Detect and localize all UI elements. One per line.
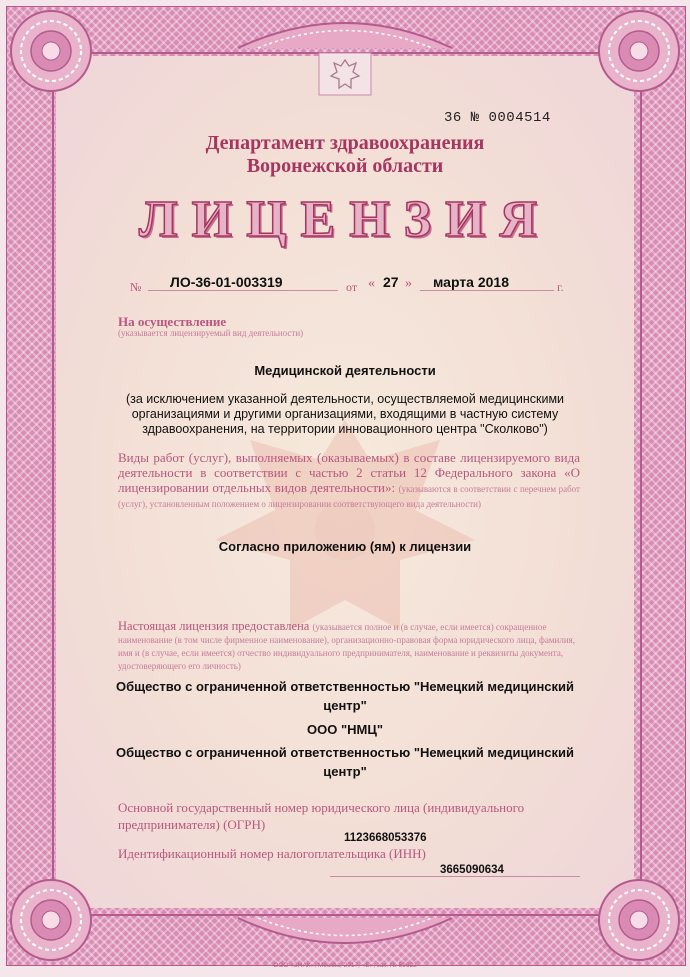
quote-open: « [368, 276, 375, 291]
activity-hint: (указывается лицензируемый вид деятельности) [118, 328, 304, 338]
quote-close: » [405, 276, 412, 291]
number-label: № [130, 280, 142, 294]
date-underline [420, 290, 554, 291]
coat-of-arms-icon [318, 52, 372, 96]
holder-brand-name-line2: центр" [323, 764, 367, 779]
department-name: Департамент здравоохранения [205, 132, 485, 154]
ogrn-value: 1123668053376 [344, 832, 427, 844]
from-label: от [346, 280, 358, 294]
license-day: 27 [383, 274, 399, 290]
rosette-ornament-icon [596, 8, 682, 94]
holder-text: Настоящая лицензия предоставлена [118, 619, 310, 633]
ogrn-label: Основной государственный номер юридического лица (индивидуального предпринимателя) (ОГРН) [118, 800, 525, 832]
holder-statement [118, 620, 580, 672]
form-serial-number: 36 № 0004514 [444, 110, 551, 126]
year-suffix: г. [557, 280, 564, 294]
holder-short-name: ООО "НМЦ" [307, 722, 383, 737]
department-region: Воронежской области [246, 155, 444, 177]
license-month-year: марта 2018 [433, 274, 510, 290]
number-underline [148, 290, 338, 291]
printer-imprint: ООО «ЗНАК», Москва, 2017, «Б», зак. № 59622 [273, 962, 417, 969]
inn-underline [330, 876, 580, 877]
top-ornament-icon [228, 8, 462, 52]
work-types-text: Виды работ (услуг), выполняемых (оказываемых) в составе лицензируемого вида деятельности в соответствии с частью 2 статьи 12 Федерального закона «О лицензировании отдельных видов деятельности»: [118, 450, 580, 495]
holder-full-name-line2: центр" [323, 698, 367, 713]
holder-full-name-line1: Общество с ограниченной ответственностью "Немецкий медицинский [115, 679, 575, 694]
inn-value: 3665090634 [440, 864, 504, 876]
work-types-value: Согласно приложению (ям) к лицензии [218, 539, 472, 554]
holder-full-name [100, 677, 590, 715]
rosette-ornament-icon [596, 877, 682, 963]
work-types-statement [118, 450, 580, 510]
holder-brand-name [100, 743, 590, 781]
holder-brand-name-line1: Общество с ограниченной ответственностью "Немецкий медицинский [115, 745, 575, 760]
activity-label: На осуществление [118, 314, 227, 329]
activity-name: Медицинской деятельности [254, 363, 436, 378]
license-number: ЛО-36-01-003319 [170, 274, 283, 290]
document-title: ЛИЦЕНЗИЯ [138, 191, 552, 248]
work-types-hint: (указываются в соответствии с перечнем работ (услуг), установленным положением о лицензировании соответствующего вида деятельности) [118, 484, 580, 509]
inn-label: Идентификационный номер налогоплательщика (ИНН) [118, 846, 426, 861]
rosette-ornament-icon [8, 8, 94, 94]
holder-hint: (указывается полное и (в случае, если имеется) сокращенное наименование (в том числе фирменное наименование), организационно-правовая форма юридического лица, фамилия, имя и (в случае, если имеется) отчество индивидуального предпринимателя, наименование и реквизиты документа, удостоверяющего его личность) [118, 622, 576, 671]
activity-description: (за исключением указанной деятельности, осуществляемой медицинскими организациями и другими организациями, входящими в частную систему здравоохранения, на территории инновационного центра "Сколково") [125, 392, 565, 436]
rosette-ornament-icon [8, 877, 94, 963]
bottom-ornament-icon [228, 914, 462, 958]
